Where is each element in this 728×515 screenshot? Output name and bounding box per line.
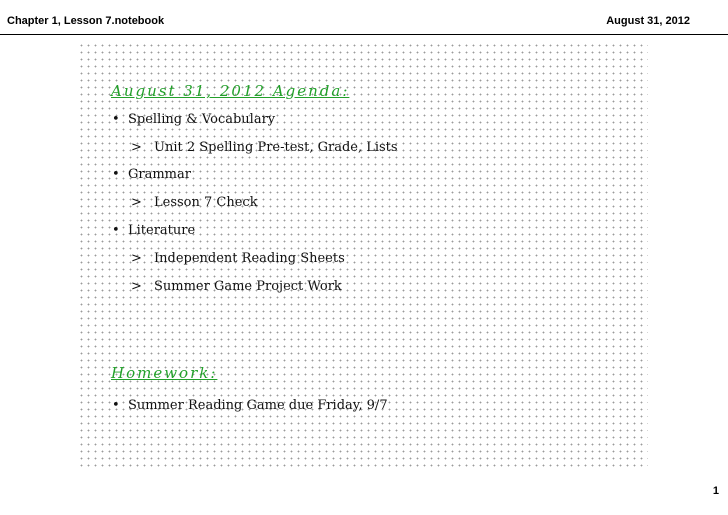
agenda-item-grammar xyxy=(112,167,191,182)
homework-heading: Homework: xyxy=(111,364,218,382)
bullet-icon: • xyxy=(112,167,120,182)
agenda-item-label: Literature xyxy=(128,223,196,238)
document-title: Chapter 1, Lesson 7.notebook xyxy=(7,15,165,27)
chevron-right-icon: > xyxy=(131,251,142,266)
agenda-item-label: Spelling & Vocabulary xyxy=(128,112,276,127)
chevron-right-icon: > xyxy=(131,279,142,294)
agenda-subitem-label: Unit 2 Spelling Pre-test, Grade, Lists xyxy=(154,140,398,155)
agenda-subitem-lesson-check xyxy=(131,195,258,210)
bullet-icon: • xyxy=(112,112,120,127)
bullet-icon: • xyxy=(112,223,120,238)
agenda-subitem-label: Summer Game Project Work xyxy=(154,279,342,294)
chevron-right-icon: > xyxy=(131,195,142,210)
agenda-subitem-game-project xyxy=(131,279,342,294)
header-divider xyxy=(0,34,728,35)
chevron-right-icon: > xyxy=(131,140,142,155)
homework-item-label: Summer Reading Game due Friday, 9/7 xyxy=(128,398,388,413)
agenda-subitem-label: Lesson 7 Check xyxy=(154,195,258,210)
agenda-subitem-spelling-pretest xyxy=(131,140,398,155)
bullet-icon: • xyxy=(112,398,120,413)
homework-item xyxy=(112,398,388,413)
page-number: 1 xyxy=(712,485,719,497)
document-date: August 31, 2012 xyxy=(606,15,690,27)
agenda-subitem-reading-sheets xyxy=(131,251,345,266)
agenda-item-label: Grammar xyxy=(128,167,191,182)
agenda-heading: August 31, 2012 Agenda: xyxy=(111,82,350,100)
agenda-subitem-label: Independent Reading Sheets xyxy=(154,251,345,266)
agenda-item-spelling xyxy=(112,112,275,127)
agenda-item-literature xyxy=(112,223,195,238)
